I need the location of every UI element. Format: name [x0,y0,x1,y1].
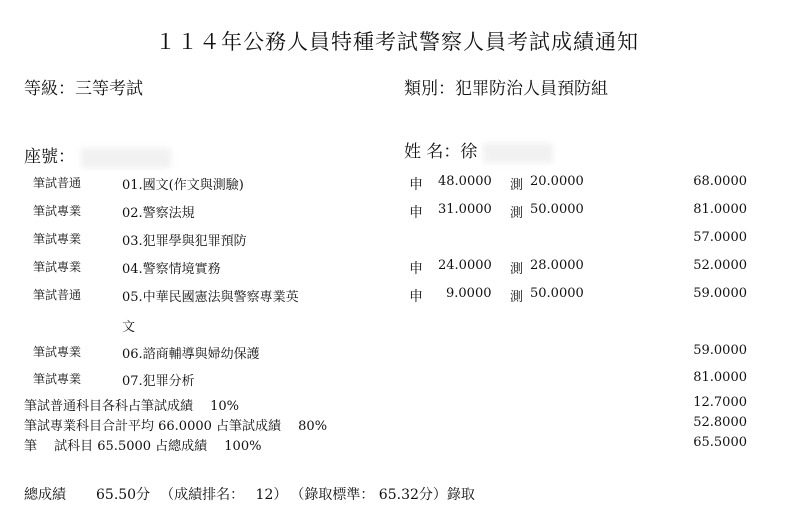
exam-type: 筆試普通 [33,288,82,302]
subject-total: 68.0000 [693,174,747,189]
admission-standard: （錄取標準： 65.32分）錄取 [297,487,475,503]
table-row [0,174,794,194]
table-row [0,258,794,278]
subject-total: 81.0000 [693,370,747,385]
final-score: 65.50分 [96,487,151,503]
table-row [0,286,794,306]
name-field [404,137,553,163]
subject-total: 59.0000 [693,343,747,358]
essay-mark: 申 [409,177,423,193]
final-label: 總成績 [24,487,66,503]
exam-type: 筆試專業 [33,232,82,246]
test-score: 20.0000 [530,174,584,189]
table-row [0,202,794,222]
summary-text: 筆 試科目 65.5000 占總成績 100% [24,439,262,454]
subject-name: 03.犯罪學與犯罪預防 [122,234,247,249]
subject-name: 06.諮商輔導與婦幼保護 [122,347,260,362]
essay-score: 48.0000 [438,174,492,189]
name-redacted [483,143,553,163]
table-row [0,343,794,363]
exam-type: 筆試專業 [33,204,82,218]
exam-type: 筆試專業 [33,345,82,359]
subject-name: 文 [122,320,136,335]
essay-score: 24.0000 [438,258,492,273]
subject-name: 02.警察法規 [122,206,195,221]
subject-name: 07.犯罪分析 [122,374,195,389]
summary-text: 筆試普通科目各科占筆試成績 10% [24,399,240,414]
summary-value: 12.7000 [693,395,747,410]
summary-row [0,435,794,453]
test-score: 50.0000 [530,202,584,217]
essay-score: 31.0000 [438,202,492,217]
essay-mark: 申 [409,289,423,305]
essay-mark: 申 [409,205,423,221]
final-score-line [24,484,485,504]
test-mark: 測 [510,290,524,305]
essay-score: 9.0000 [446,286,492,301]
category-label: 類別：犯罪防治人員預防組 [404,79,608,99]
name-label: 姓 名：徐 [404,142,478,162]
summary-value: 65.5000 [693,435,747,450]
seat-field [24,142,171,168]
table-row [0,230,794,250]
summary-value: 52.8000 [693,415,747,430]
notice-title: １１４年公務人員特種考試警察人員考試成績通知 [155,30,639,54]
summary-row [0,395,794,413]
table-row [0,370,794,390]
summary-row [0,415,794,433]
test-mark: 測 [510,206,524,221]
subject-total: 57.0000 [693,230,747,245]
subject-total: 81.0000 [693,202,747,217]
exam-type: 筆試普通 [33,176,82,190]
seat-label: 座號： [24,147,75,167]
test-mark: 測 [510,262,524,277]
table-row [0,316,794,336]
exam-type: 筆試專業 [33,372,82,386]
subject-name: 01.國文(作文與測驗) [122,178,244,193]
exam-type: 筆試專業 [33,260,82,274]
essay-mark: 申 [409,261,423,277]
subject-total: 59.0000 [693,286,747,301]
subject-name: 04.警察情境實務 [122,262,221,277]
seat-redacted [81,148,171,168]
final-rank: （成績排名： 12） [160,487,288,503]
subject-name: 05.中華民國憲法與警察專業英 [122,290,299,305]
summary-text: 筆試專業科目合計平均 66.0000 占筆試成績 80% [24,419,328,434]
grade-label: 等級：三等考試 [24,79,143,99]
test-score: 28.0000 [530,258,584,273]
test-mark: 測 [510,178,524,193]
test-score: 50.0000 [530,286,584,301]
subject-total: 52.0000 [693,258,747,273]
